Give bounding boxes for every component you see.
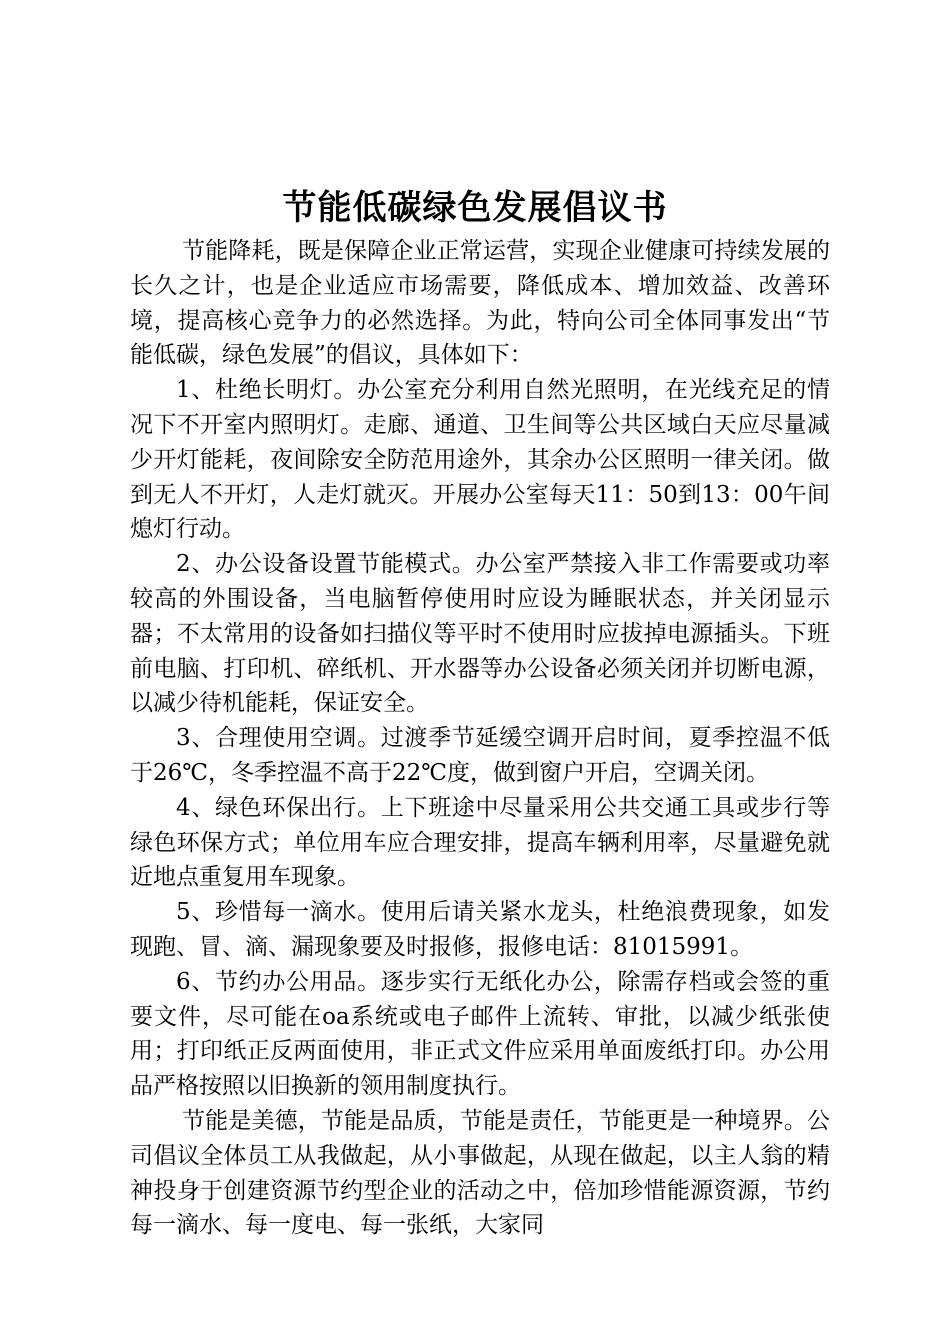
intro-paragraph: 节能降耗，既是保障企业正常运营，实现企业健康可持续发展的长久之计，也是企业适应市场需要，降低成本、增加效益、改善环境，提高核心竞争力的必然选择。为此，特向公司全体同事发出“节能低碳，绿色发展”的倡议，具体如下： bbox=[130, 238, 830, 369]
item-paragraph-1: 1、杜绝长明灯。办公室充分利用自然光照明，在光线充足的情况下不开室内照明灯。走廊、通道、卫生间等公共区域白天应尽量减少开灯能耗，夜间除安全防范用途外，其余办公区照明一律关闭。做到无人不开灯，人走灯就灭。开展办公室每天11：50到13：00午间熄灯行动。 bbox=[130, 377, 830, 543]
closing-paragraph: 节能是美德，节能是品质，节能是责任，节能更是一种境界。公司倡议全体员工从我做起，从小事做起，从现在做起，以主人翁的精神投身于创建资源节约型企业的活动之中，倍加珍惜能源资源，节约每一滴水、每一度电、每一张纸，大家同 bbox=[130, 1107, 830, 1239]
item-paragraph-3: 3、合理使用空调。过渡季节延缓空调开启时间，夏季控温不低于26℃，冬季控温不高于22℃度，做到窗户开启，空调关闭。 bbox=[130, 725, 830, 786]
document-title: 节能低碳绿色发展倡议书 bbox=[282, 188, 668, 228]
item-paragraph-5: 5、珍惜每一滴水。使用后请关紧水龙头，杜绝浪费现象，如发现跑、冒、滴、漏现象要及时报修，报修电话：81015991。 bbox=[130, 899, 830, 960]
item-paragraph-6: 6、节约办公用品。逐步实行无纸化办公，除需存档或会签的重要文件，尽可能在oa系统或电子邮件上流转、审批，以减少纸张使用；打印纸正反两面使用，非正式文件应采用单面废纸打印。办公用品严格按照以旧换新的领用制度执行。 bbox=[130, 968, 830, 1100]
item-paragraph-4: 4、绿色环保出行。上下班途中尽量采用公共交通工具或步行等绿色环保方式；单位用车应合理安排，提高车辆利用率，尽量避免就近地点重复用车现象。 bbox=[130, 794, 830, 891]
item-paragraph-2: 2、办公设备设置节能模式。办公室严禁接入非工作需要或功率较高的外围设备，当电脑暂停使用时应设为睡眠状态，并关闭显示器；不太常用的设备如扫描仪等平时不使用时应拔掉电源插头。下班前电脑、打印机、碎纸机、开水器等办公设备必须关闭并切断电源，以减少待机能耗，保证安全。 bbox=[130, 551, 830, 717]
document-body bbox=[130, 234, 830, 1243]
